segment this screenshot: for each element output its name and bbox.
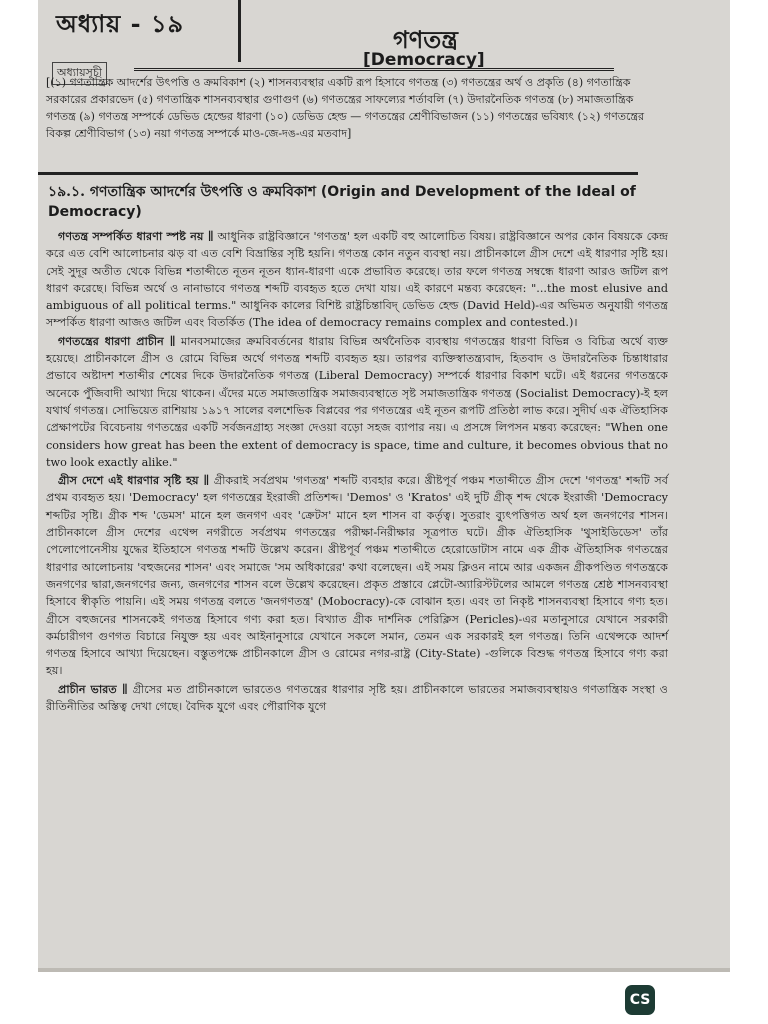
- toc-bottom-rule: [38, 172, 638, 175]
- paragraph-text: গ্রীকরাই সর্বপ্রথম 'গণতন্ত্র' শব্দটি ব্যবহার করে। খ্রীষ্টপূর্ব পঞ্চম শতাব্দীতে গ্রীস দেশে 'গণতন্ত্র' শব্দটি সর্ব প্রথম ব্যবহৃত হয়। 'Democracy' হল গণতন্ত্রের ইংরাজী প্রতিশব্দ। 'Demos' ও 'Kratos' এই দুটি গ্রীক্ শব্দ থেকে ইংরাজী 'Democracy শব্দটির সৃষ্টি। গ্রীক শব্দ 'ডেমস' মানে হল জনগণ এবং 'ক্রেটস' মানে হল শাসন বা কর্তৃত্ব। সুতরাং ব্যুৎপত্তিগত অর্থ হল জনগণের শাসন। প্রাচীনকালে গ্রীস দেশের এথেন্স নগরীতে সর্বপ্রথম গণতন্ত্রের পরীক্ষা-নিরীক্ষার সূত্রপাত ঘটে। গ্রীক ঐতিহাসিক 'থুসাইডিডেস' তাঁর পেলোপোনেসীয় যুদ্ধের ইতিহাসে গণতন্ত্র শব্দটি উল্লেখ করেন। খ্রীষ্টপূর্ব পঞ্চম শতাব্দীতে হেরোডোটাস নামে এক গ্রীক ঐতিহাসিক গণতন্ত্রের ধারণার আলোচনায় 'বহুজনের শাসন' এবং সমাজে 'সম অধিকারের' কথা বলেছেন। এই সময় ক্লিওন নামে আর একজন গ্রীকপণ্ডিত গণতন্ত্রকে জনগণের দ্বারা,জনগণের জন্য, জনগণের শাসন বলে উল্লেখ করেছেন। প্রকৃত প্রস্তাবে প্লেটো-অ্যারিস্টটলের আমলে গণতন্ত্র শ্রেষ্ঠ শাসনব্যবস্থা হিসাবে স্বীকৃতি পায়নি। এই সময় গণতন্ত্র বলতে 'জনগণতন্ত্র' (Mobocracy)-কে বোঝান হত। এবং তা নিকৃষ্ট শাসনব্যবস্থা হিসাবে গণ্য হত। গ্রীসে বহুজনের শাসনকেই গণতন্ত্র হিসাবে গণ্য করা হত। বিখ্যাত গ্রীক দার্শনিক পেরিক্লিস (Pericles)-এর মতানুসারে যেখানে সরকারী কর্মচারীগণ গুণগত বিচারে নিযুক্ত হয় এবং আইনানুসারে যেখানে সকলে সমান, তেমন এক সরকারই হল গণতন্ত্র। তিনি এথেন্সকে আদর্শ গণতন্ত্র হিসাবে আখ্যা দিয়েছেন। বস্তুতপক্ষে প্রাচীনকালে গ্রীস ও রোমের নগর-রাষ্ট্র (City-State) -গুলিকে বিশুদ্ধ গণতন্ত্র হিসাবে গণ্য করা হয়।: [46, 474, 668, 678]
- chapter-number: অধ্যায় - ১৯: [56, 9, 185, 38]
- page-edge: [38, 968, 730, 972]
- chapter-box: [38, 0, 241, 62]
- paragraph: [46, 228, 668, 332]
- paragraph-text: আধুনিক রাষ্ট্রবিজ্ঞানে 'গণতন্ত্র' হল একটি বহু আলোচিত বিষয়। রাষ্ট্রবিজ্ঞানে অপর কোন বিষয়কে কেন্দ্র করে এত বেশি আলোচনার ঝড় বা এত বেশি বিভ্রান্তির সৃষ্টি হয়নি। গণতন্ত্র কোন নতুন ব্যবস্থা নয়। প্রাচীনকালে গ্রীস দেশে এই ধারণার সৃষ্টি হয়। সেই সুদূর অতীত থেকে বিভিন্ন শতাব্দীতে নূতন নূতন ধ্যান-ধারণা একে প্রভাবিত করেছে। তার ফলে গণতন্ত্র সম্বন্ধে ধারণা আরও জটিল রূপ ধারণ করেছে। বিভিন্ন অর্থে ও নানাভাবে গণতন্ত্র শব্দটি ব্যবহৃত হতে দেখা যায়। এই কারণে মন্তব্য করেছেন: "...the most elusive and ambiguous of all political terms." আধুনিক কালের বিশিষ্ট রাষ্ট্রচিন্তাবিদ্ ডেভিড হেল্ড (David Held)-এর অভিমত অনুযায়ী গণতন্ত্র সম্পর্কিত ধারণা আজও জটিল এবং বিতর্কিত (The idea of democracy remains complex and contested.)।: [46, 230, 668, 330]
- toc-top-rule: [134, 68, 614, 71]
- paragraph-text: গ্রীসের মত প্রাচীনকালে ভারতেও গণতন্ত্রের ধারণার সৃষ্টি হয়। প্রাচীনকালে ভারতের সমাজব্যবস্থায়ও গণতান্ত্রিক সংস্থা ও রীতিনীতির অস্তিত্ব দেখা গেছে। বৈদিক যুগে এবং পৌরাণিক যুগে: [46, 682, 668, 714]
- paragraph: [46, 472, 668, 680]
- paragraph-lead: গণতন্ত্রের ধারণা প্রাচীন ∥: [58, 333, 176, 348]
- paragraph-text: মানবসমাজের ক্রমবিবর্তনের ধারায় বিভিন্ন অর্থনৈতিক ব্যবস্থায় গণতন্ত্রের ধারণা বিভিন্ন ও বিচিত্র অর্থে ব্যক্ত হয়েছে। প্রাচীনকালে গ্রীস ও রোমে বিভিন্ন অর্থে গণতন্ত্র শব্দটি ব্যবহৃত হয়। তারপর ব্যক্তিস্বাতন্ত্র্যবাদ, হিতবাদ ও উদারনৈতিক চিন্তাধারার প্রভাবে অষ্টাদশ শতাব্দীর শেষের দিকে উদারনৈতিক গণতন্ত্র (Liberal Democracy) সম্পর্কে ধারণার বিকাশ ঘটে। এই ধরনের গণতন্ত্রকে অনেকে পুঁজিবাদী আখ্যা দিয়ে থাকেন। এঁদের মতে সমাজতান্ত্রিক সমাজব্যবস্থাতে সৃষ্ট সমাজতান্ত্রিক গণতন্ত্র (Socialist Democracy)-ই হল যথার্থ গণতন্ত্র। সোভিয়েত রাশিয়ায় ১৯১৭ সালের বলশেভিক বিপ্লবের পর গণতন্ত্রের এই নূতন রূপটি প্রতিষ্ঠা লাভ করে। সুদীর্ঘ এক ঐতিহাসিক প্রেক্ষাপটের বিবেচনায় গণতন্ত্রের একটি সর্বজনগ্রাহ্য সংজ্ঞা দেওয়া বড়ো সহজ ব্যাপার নয়। এ প্রসঙ্গে লিপসন মন্তব্য করেছেন: "When one considers how great has been the extent of democracy is space, time and culture, it becomes obvious that no two look exactly alike.": [46, 334, 669, 469]
- toc-label: অধ্যায়সূচী: [52, 62, 107, 85]
- paragraph: [46, 333, 668, 471]
- paragraph: [46, 681, 668, 716]
- paragraph-lead: গণতন্ত্র সম্পর্কিত ধারণা স্পষ্ট নয় ∥: [58, 229, 214, 243]
- section-heading-bn: ১৯.১. গণতান্ত্রিক আদর্শের উৎপত্তি ও ক্রমবিকাশ: [48, 184, 317, 200]
- chapter-title: গণতন্ত্র: [393, 25, 458, 54]
- section-heading: [48, 182, 648, 222]
- camscanner-logo: CS: [625, 985, 655, 1015]
- section-heading-en: (Origin and Development of the Ideal of Democracy): [48, 184, 636, 220]
- body-text: [46, 228, 668, 716]
- paragraph-lead: প্রাচীন ভারত ∥: [58, 681, 128, 696]
- chapter-subtitle: [Democracy]: [363, 50, 485, 70]
- paragraph-lead: গ্রীস দেশে এই ধারণার সৃষ্টি হয় ∥: [58, 473, 210, 488]
- table-of-contents: [(১) গণতান্ত্রিক আদর্শের উৎপত্তি ও ক্রমবিকাশ (২) শাসনব্যবস্থার একটি রূপ হিসাবে গণতন্ত্র (৩) গণতন্ত্রের অর্থ ও প্রকৃতি (৪) গণতান্ত্রিক সরকারের প্রকারভেদ (৫) গণতান্ত্রিক শাসনব্যবস্থার গুণাগুণ (৬) গণতন্ত্রের সাফল্যের শর্তাবলি (৭) উদারনৈতিক গণতন্ত্র (৮) সমাজতান্ত্রিক গণতন্ত্র (৯) গণতন্ত্র সম্পর্কে ডেভিড হেল্ডের ধারণা (১০) ডেভিড হেল্ড — গণতন্ত্রের শ্রেণীবিভাজন (১১) গণতন্ত্রের ভবিষ্যৎ (১২) গণতন্ত্রের বিকল্প শ্রেণীবিভাগ (১৩) নয়া গণতন্ত্র সম্পর্কে মাও-জে-দঙ-এর মতবাদ]: [46, 76, 645, 140]
- book-page: [38, 0, 730, 968]
